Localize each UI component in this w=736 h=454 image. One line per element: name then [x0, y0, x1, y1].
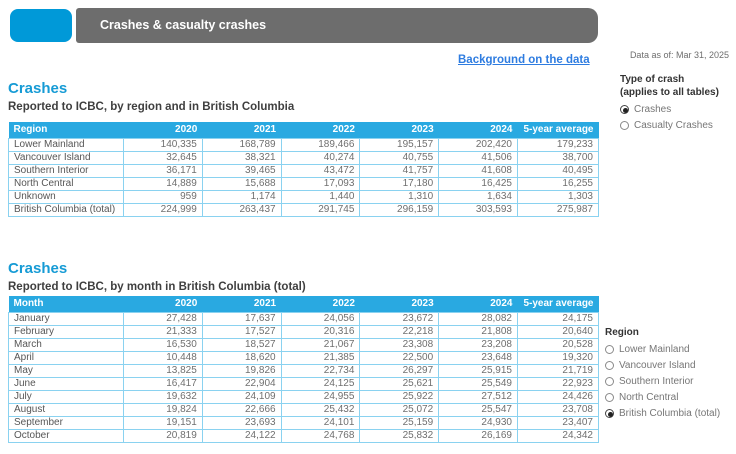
section-title: Crashes [8, 80, 68, 97]
value-cell: 20,528 [518, 338, 599, 351]
radio-option-label: Crashes [634, 104, 672, 115]
value-cell: 21,385 [281, 351, 360, 364]
row-label-cell: March [9, 338, 124, 351]
row-label-cell: September [9, 416, 124, 429]
row-label-cell: Lower Mainland [9, 138, 124, 151]
value-cell: 1,634 [439, 190, 518, 203]
value-cell: 303,593 [439, 203, 518, 216]
radio-unselected-icon [620, 121, 629, 130]
value-cell: 19,632 [124, 390, 203, 403]
value-cell: 43,472 [281, 164, 360, 177]
column-header: 2023 [360, 296, 439, 312]
column-header: 2020 [124, 296, 203, 312]
value-cell: 18,620 [202, 351, 281, 364]
value-cell: 23,672 [360, 312, 439, 325]
value-cell: 22,666 [202, 403, 281, 416]
table-row [9, 377, 599, 390]
radio-option[interactable] [620, 120, 736, 131]
table-row [9, 138, 599, 151]
value-cell: 16,417 [124, 377, 203, 390]
value-cell: 23,407 [518, 416, 599, 429]
radio-option[interactable] [620, 104, 736, 115]
value-cell: 41,608 [439, 164, 518, 177]
crashes-by-month-table [8, 296, 599, 443]
value-cell: 25,072 [360, 403, 439, 416]
radio-unselected-icon [605, 377, 614, 386]
value-cell: 40,755 [360, 151, 439, 164]
value-cell: 32,645 [124, 151, 203, 164]
radio-selected-icon [620, 105, 629, 114]
value-cell: 24,768 [281, 429, 360, 442]
table-header-row [9, 122, 599, 138]
radio-option[interactable] [605, 360, 736, 371]
row-label-cell: Unknown [9, 190, 124, 203]
row-label-cell: Vancouver Island [9, 151, 124, 164]
background-data-link[interactable]: Background on the data [458, 54, 590, 66]
column-header: Month [9, 296, 124, 312]
column-header: 2021 [202, 296, 281, 312]
table-row [9, 429, 599, 442]
value-cell: 25,922 [360, 390, 439, 403]
row-label-cell: June [9, 377, 124, 390]
value-cell: 20,316 [281, 325, 360, 338]
value-cell: 41,506 [439, 151, 518, 164]
value-cell: 20,640 [518, 325, 599, 338]
column-header: 2022 [281, 122, 360, 138]
value-cell: 21,808 [439, 325, 518, 338]
value-cell: 23,648 [439, 351, 518, 364]
radio-option-label: Casualty Crashes [634, 120, 713, 131]
value-cell: 140,335 [124, 138, 203, 151]
row-label-cell: February [9, 325, 124, 338]
value-cell: 28,082 [439, 312, 518, 325]
value-cell: 20,819 [124, 429, 203, 442]
row-label-cell: British Columbia (total) [9, 203, 124, 216]
value-cell: 23,708 [518, 403, 599, 416]
value-cell: 16,255 [518, 177, 599, 190]
value-cell: 23,208 [439, 338, 518, 351]
value-cell: 39,465 [202, 164, 281, 177]
value-cell: 22,923 [518, 377, 599, 390]
column-header: 2024 [439, 122, 518, 138]
value-cell: 24,342 [518, 429, 599, 442]
radio-option-label: Vancouver Island [619, 360, 696, 371]
value-cell: 168,789 [202, 138, 281, 151]
value-cell: 38,700 [518, 151, 599, 164]
value-cell: 15,688 [202, 177, 281, 190]
column-header: 2022 [281, 296, 360, 312]
radio-unselected-icon [605, 345, 614, 354]
value-cell: 27,512 [439, 390, 518, 403]
value-cell: 296,159 [360, 203, 439, 216]
row-label-cell: Southern Interior [9, 164, 124, 177]
table-row [9, 325, 599, 338]
value-cell: 17,093 [281, 177, 360, 190]
value-cell: 25,621 [360, 377, 439, 390]
value-cell: 21,067 [281, 338, 360, 351]
row-label-cell: January [9, 312, 124, 325]
value-cell: 202,420 [439, 138, 518, 151]
table-row [9, 403, 599, 416]
table-row [9, 312, 599, 325]
value-cell: 19,826 [202, 364, 281, 377]
type-of-crash-radio-group [620, 104, 736, 131]
section-subtitle: Reported to ICBC, by region and in British Columbia [8, 101, 295, 113]
app-tab[interactable] [10, 9, 72, 42]
value-cell: 24,056 [281, 312, 360, 325]
value-cell: 24,955 [281, 390, 360, 403]
value-cell: 18,527 [202, 338, 281, 351]
section-title: Crashes [8, 260, 68, 277]
value-cell: 24,122 [202, 429, 281, 442]
value-cell: 26,169 [439, 429, 518, 442]
crashes-by-month-section [8, 260, 306, 293]
column-header: 2024 [439, 296, 518, 312]
value-cell: 25,549 [439, 377, 518, 390]
value-cell: 17,637 [202, 312, 281, 325]
type-of-crash-sublabel: (applies to all tables) [620, 87, 719, 98]
value-cell: 10,448 [124, 351, 203, 364]
radio-option-label: British Columbia (total) [619, 408, 721, 419]
value-cell: 275,987 [518, 203, 599, 216]
value-cell: 23,693 [202, 416, 281, 429]
value-cell: 19,320 [518, 351, 599, 364]
value-cell: 27,428 [124, 312, 203, 325]
table-header-row [9, 296, 599, 312]
radio-option[interactable] [605, 376, 736, 387]
table-row [9, 177, 599, 190]
value-cell: 24,426 [518, 390, 599, 403]
value-cell: 25,432 [281, 403, 360, 416]
column-header: 2020 [124, 122, 203, 138]
value-cell: 19,824 [124, 403, 203, 416]
value-cell: 263,437 [202, 203, 281, 216]
value-cell: 40,274 [281, 151, 360, 164]
value-cell: 195,157 [360, 138, 439, 151]
value-cell: 24,101 [281, 416, 360, 429]
data-as-of-text: Data as of: Mar 31, 2025 [629, 50, 729, 60]
table-row [9, 364, 599, 377]
table-row [9, 390, 599, 403]
row-label-cell: July [9, 390, 124, 403]
region-filter [605, 326, 736, 419]
value-cell: 21,719 [518, 364, 599, 377]
value-cell: 22,734 [281, 364, 360, 377]
radio-option-label: Southern Interior [619, 376, 694, 387]
value-cell: 25,547 [439, 403, 518, 416]
row-label-cell: April [9, 351, 124, 364]
value-cell: 22,904 [202, 377, 281, 390]
table-row [9, 151, 599, 164]
radio-option-label: Lower Mainland [619, 344, 690, 355]
value-cell: 22,218 [360, 325, 439, 338]
value-cell: 1,440 [281, 190, 360, 203]
value-cell: 17,180 [360, 177, 439, 190]
table-row [9, 416, 599, 429]
column-header: 5-year average [518, 296, 599, 312]
value-cell: 14,889 [124, 177, 203, 190]
value-cell: 25,915 [439, 364, 518, 377]
page-title-bar [76, 8, 598, 43]
value-cell: 26,297 [360, 364, 439, 377]
row-label-cell: October [9, 429, 124, 442]
crashes-by-region-section [8, 80, 294, 113]
row-label-cell: May [9, 364, 124, 377]
radio-option[interactable] [605, 344, 736, 355]
crashes-by-region-table [8, 122, 599, 217]
value-cell: 41,757 [360, 164, 439, 177]
value-cell: 13,825 [124, 364, 203, 377]
table-row [9, 351, 599, 364]
value-cell: 38,321 [202, 151, 281, 164]
value-cell: 16,425 [439, 177, 518, 190]
radio-unselected-icon [605, 361, 614, 370]
value-cell: 1,303 [518, 190, 599, 203]
value-cell: 25,832 [360, 429, 439, 442]
value-cell: 224,999 [124, 203, 203, 216]
table-row [9, 190, 599, 203]
type-of-crash-label: Type of crash [620, 74, 685, 85]
region-radio-group [605, 344, 736, 419]
row-label-cell: August [9, 403, 124, 416]
value-cell: 189,466 [281, 138, 360, 151]
value-cell: 1,310 [360, 190, 439, 203]
column-header: Region [9, 122, 124, 138]
row-label-cell: North Central [9, 177, 124, 190]
value-cell: 959 [124, 190, 203, 203]
value-cell: 19,151 [124, 416, 203, 429]
value-cell: 17,527 [202, 325, 281, 338]
value-cell: 24,175 [518, 312, 599, 325]
value-cell: 22,500 [360, 351, 439, 364]
value-cell: 24,125 [281, 377, 360, 390]
value-cell: 1,174 [202, 190, 281, 203]
radio-unselected-icon [605, 393, 614, 402]
radio-option[interactable] [605, 408, 736, 419]
section-subtitle: Reported to ICBC, by month in British Columbia (total) [8, 281, 306, 293]
value-cell: 25,159 [360, 416, 439, 429]
value-cell: 16,530 [124, 338, 203, 351]
column-header: 2021 [202, 122, 281, 138]
radio-option[interactable] [605, 392, 736, 403]
column-header: 2023 [360, 122, 439, 138]
page-title: Crashes & casualty crashes [100, 18, 267, 32]
table-row [9, 203, 599, 216]
radio-option-label: North Central [619, 392, 679, 403]
value-cell: 291,745 [281, 203, 360, 216]
value-cell: 40,495 [518, 164, 599, 177]
table-row [9, 164, 599, 177]
value-cell: 23,308 [360, 338, 439, 351]
table-row [9, 338, 599, 351]
radio-selected-icon [605, 409, 614, 418]
column-header: 5-year average [518, 122, 599, 138]
region-label: Region [605, 327, 639, 338]
type-of-crash-filter [620, 73, 736, 131]
value-cell: 36,171 [124, 164, 203, 177]
value-cell: 21,333 [124, 325, 203, 338]
value-cell: 179,233 [518, 138, 599, 151]
value-cell: 24,109 [202, 390, 281, 403]
value-cell: 24,930 [439, 416, 518, 429]
